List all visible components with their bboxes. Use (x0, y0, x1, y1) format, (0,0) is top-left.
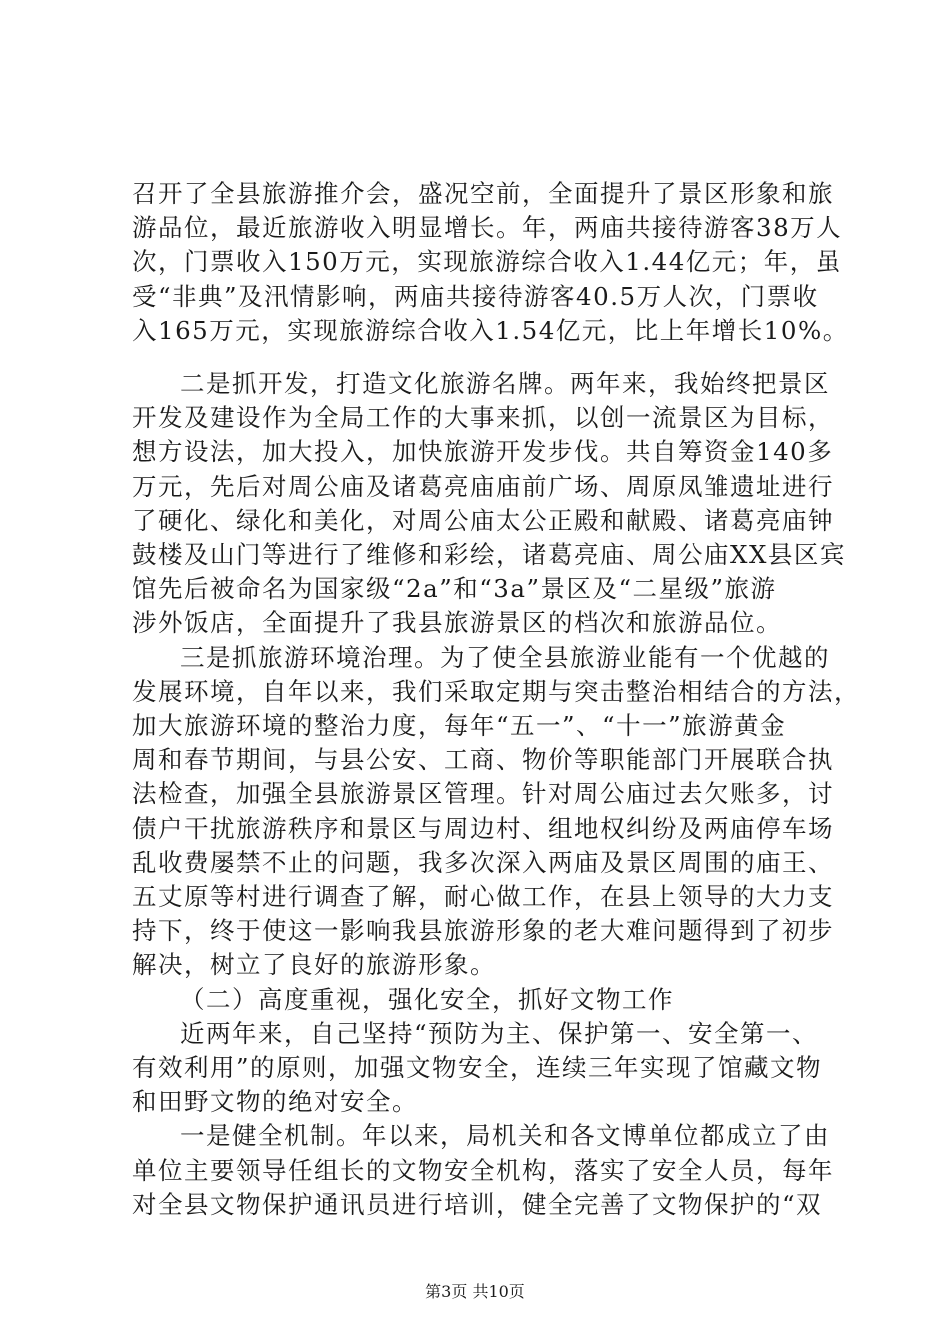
text-line: 三是抓旅游环境治理。为了使全县旅游业能有一个优越的 (180, 642, 830, 672)
text-line: 开发及建设作为全局工作的大事来抓，以创一流景区为目标， (132, 403, 834, 433)
text-line: 涉外饭店，全面提升了我县旅游景区的档次和旅游品位。 (132, 608, 782, 638)
text-line: 召开了全县旅游推介会，盛况空前，全面提升了景区形象和旅 (132, 179, 834, 208)
text-line: 五丈原等村进行调查了解，耐心做工作，在县上领导的大力支 (132, 882, 834, 911)
text-line: 单位主要领导任组长的文物安全机构，落实了安全人员，每年 (132, 1155, 834, 1185)
text-line: 加大旅游环境的整治力度，每年“五一”、“十一”旅游黄金 (132, 711, 787, 740)
text-line: 馆先后被命名为国家级“2a”和“3a”景区及“二星级”旅游 (132, 574, 777, 604)
text-line: 入165万元，实现旅游综合收入1.54亿元，比上年增长10%。 (132, 315, 849, 345)
text-line: 债户干扰旅游秩序和景区与周边村、组地权纠纷及两庙停车场 (132, 813, 834, 843)
page-number-footer: 第3页 共10页 (425, 1282, 525, 1301)
text-line: 了硬化、绿化和美化，对周公庙太公正殿和献殿、诸葛亮庙钟 (132, 505, 834, 535)
text-line: 万元，先后对周公庙及诸葛亮庙庙前广场、周原凤雏遗址进行 (132, 471, 834, 501)
text-line: 有效利用”的原则，加强文物安全，连续三年实现了馆藏文物 (132, 1053, 823, 1082)
section-heading: （二）高度重视，强化安全，抓好文物工作 (180, 984, 674, 1014)
text-line: 解决，树立了良好的旅游形象。 (132, 950, 496, 980)
text-line: 受“非典”及汛情影响，两庙共接待游客40.5万人次，门票收 (132, 281, 819, 311)
text-line: 次，门票收入150万元，实现旅游综合收入1.44亿元；年，虽 (132, 247, 842, 277)
text-line: 鼓楼及山门等进行了维修和彩绘，诸葛亮庙、周公庙XX县区宾 (132, 540, 846, 569)
text-line: 对全县文物保护通讯员进行培训，健全完善了文物保护的“双 (132, 1189, 823, 1219)
text-line: 法检查，加强全县旅游景区管理。针对周公庙过去欠账多，讨 (132, 779, 834, 809)
text-line: 二是抓开发，打造文化旅游名牌。两年来，我始终把景区 (180, 369, 830, 398)
text-line: 持下，终于使这一影响我县旅游形象的老大难问题得到了初步 (132, 916, 834, 946)
text-line: 发展环境，自年以来，我们采取定期与突击整治相结合的方法， (132, 676, 860, 706)
text-line: 想方设法，加大投入，加快旅游开发步伐。共自筹资金140多 (132, 437, 834, 467)
text-line: 和田野文物的绝对安全。 (132, 1087, 418, 1117)
text-line: 乱收费屡禁不止的问题，我多次深入两庙及景区周围的庙王、 (132, 847, 834, 877)
text-line: 周和春节期间，与县公安、工商、物价等职能部门开展联合执 (132, 745, 834, 775)
text-line: 游品位，最近旅游收入明显增长。年，两庙共接待游客38万人 (132, 213, 843, 243)
text-line: 近两年来，自己坚持“预防为主、保护第一、安全第一、 (180, 1018, 819, 1048)
text-line: 一是健全机制。年以来，局机关和各文博单位都成立了由 (180, 1121, 830, 1151)
